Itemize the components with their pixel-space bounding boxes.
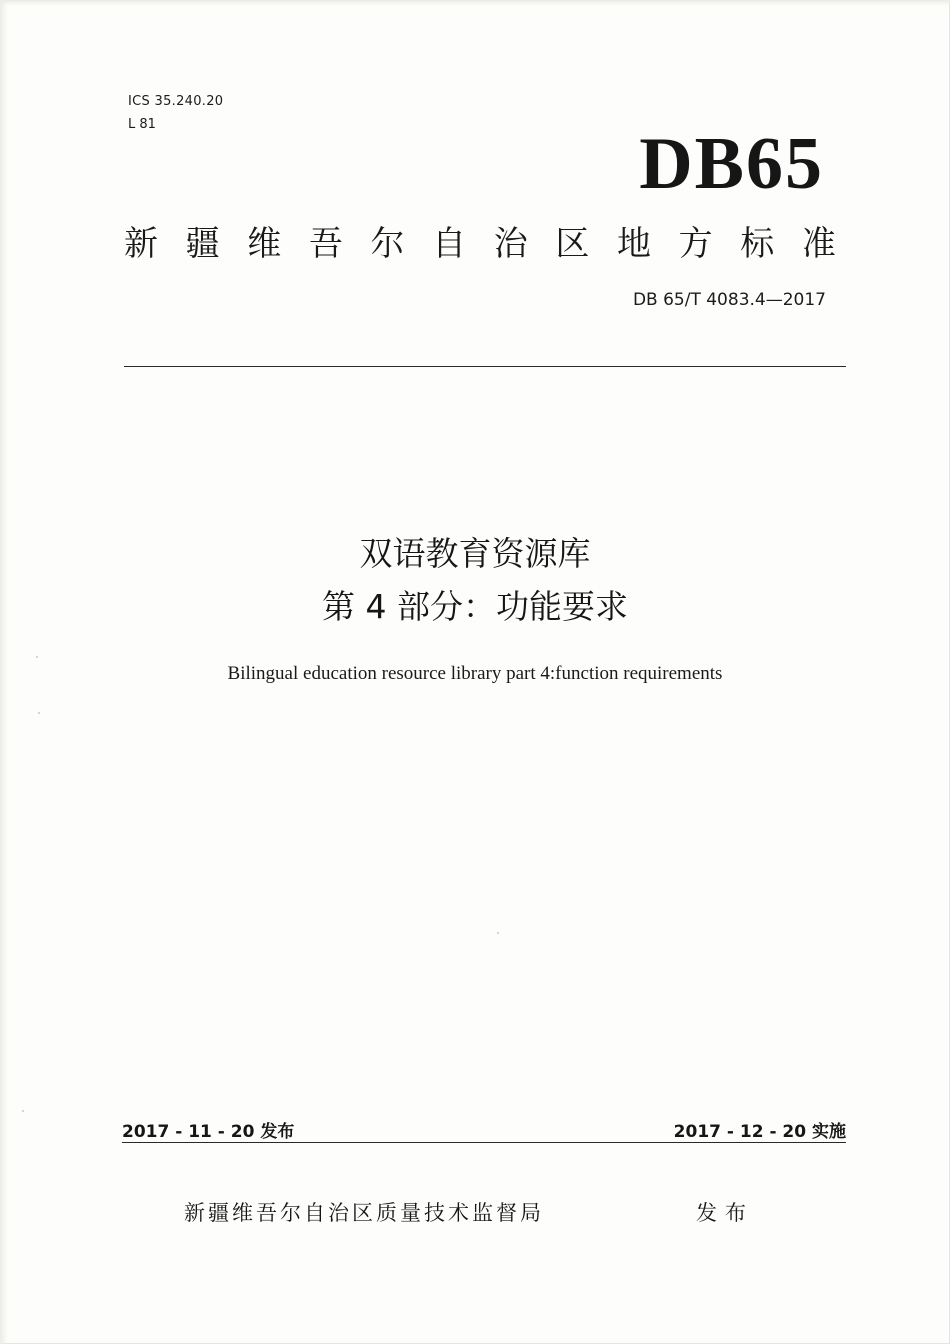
issuer-title-char: 标 [740,224,775,264]
issuer-title-char: 方 [678,224,713,264]
title-cn-main: 双语教育资源库 [359,534,591,573]
issuer-title-char: 准 [801,224,836,264]
issue-date: 2017 - 11 - 20 发布 [122,1122,295,1142]
publish-label: 发布 [696,1201,754,1225]
title-en: Bilingual education resource library part 4:function requirements [227,663,723,684]
scan-speck [497,932,499,934]
ics-code: ICS 35.240.20 [128,94,224,109]
footer-divider [122,1142,846,1143]
issuer-title-char: 尔 [370,224,405,264]
issuer-title-char: 区 [555,224,590,264]
issuer-title-char: 吾 [308,224,343,264]
scan-speck [36,656,38,658]
issuer-title-char: 疆 [185,224,220,264]
header-divider [124,366,846,367]
issuer-title-char: 维 [247,224,282,264]
issuer-title-char: 新 [124,224,158,264]
scan-speck [38,712,40,714]
implementation-date: 2017 - 12 - 20 实施 [673,1122,846,1142]
issuer-title [124,220,836,268]
issuer-title-char: 地 [617,224,651,264]
ccs-code: L 81 [128,117,156,132]
title-cn-part: 第 4 部分：功能要求 [322,587,628,626]
scan-speck [22,1110,24,1112]
publisher-name: 新疆维吾尔自治区质量技术监督局 [184,1201,544,1225]
document-number: DB 65/T 4083.4—2017 [632,290,826,310]
standard-code-logo: DB65 [639,123,824,205]
issuer-title-char: 自 [432,224,467,264]
issuer-title-char: 治 [493,224,528,264]
